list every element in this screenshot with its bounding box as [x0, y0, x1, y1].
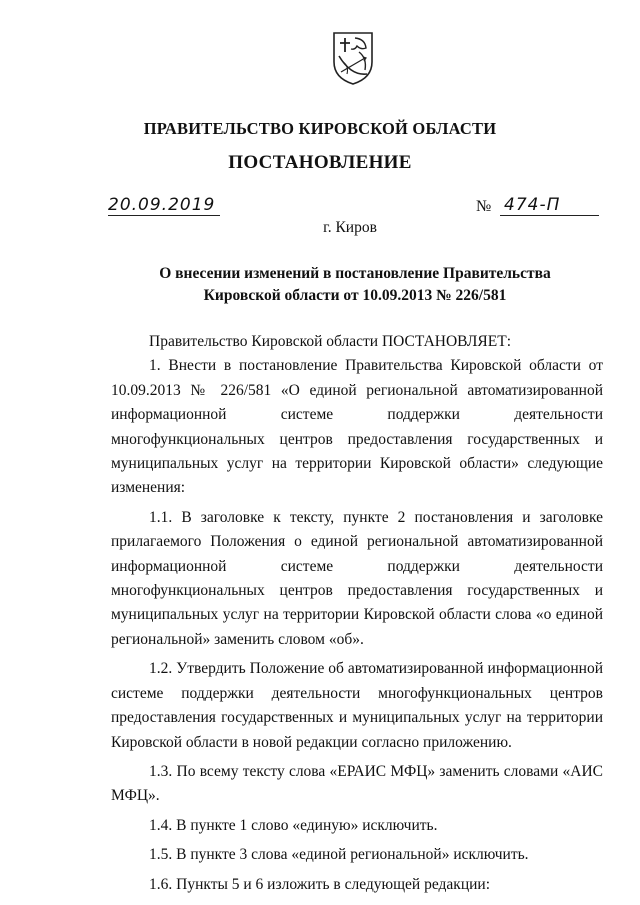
- paragraph-1-6: 1.6. Пункты 5 и 6 изложить в следующей редакции:: [149, 875, 491, 893]
- city: г. Киров: [323, 219, 377, 236]
- decree-subject: [140, 263, 570, 307]
- coat-of-arms-icon: [331, 30, 375, 86]
- paragraph-1: 1. Внести в постановление Правительства Кировской области от 10.09.2013 № 226/581 «О единой региональной автоматизированной информационной системе поддержки деятельности многофункциональных центров предоставления государственных и муниципальных услуг на территории Кировской области» следующие изменения:: [111, 357, 603, 497]
- document-type: ПОСТАНОВЛЕНИЕ: [228, 152, 412, 173]
- date-handwritten: 20.09.2019: [108, 195, 220, 216]
- paragraph-preamble: Правительство Кировской области ПОСТАНОВЛЯЕТ:: [149, 333, 512, 350]
- subject-line-2: Кировской области от 10.09.2013 № 226/581: [203, 287, 507, 304]
- number-sign: №: [476, 198, 492, 215]
- government-name: ПРАВИТЕЛЬСТВО КИРОВСКОЙ ОБЛАСТИ: [143, 119, 497, 138]
- subject-line-1: О внесении изменений в постановление Правительства: [159, 265, 551, 282]
- paragraph-1-2: 1.2. Утвердить Положение об автоматизированной информационной системе поддержки деятельности многофункциональных центров предоставления государственных и муниципальных услуг на территории Кировской области в новой редакции согласно приложению.: [111, 660, 603, 751]
- paragraph-1-1: 1.1. В заголовке к тексту, пункте 2 постановления и заголовке прилагаемого Положения о единой региональной автоматизированной информационной системе поддержки деятельности многофункциональных центров предоставления государственных и муниципальных услуг на территории Кировской области слова «о единой региональной» заменить словом «об».: [111, 508, 603, 648]
- number-handwritten: 474-П: [500, 195, 599, 216]
- paragraph-1-3: 1.3. По всему тексту слова «ЕРАИС МФЦ» заменить словами «АИС МФЦ».: [111, 762, 603, 805]
- paragraph-1-4: 1.4. В пункте 1 слово «единую» исключить.: [149, 816, 438, 834]
- paragraph-1-5: 1.5. В пункте 3 слова «единой региональной» исключить.: [149, 846, 529, 864]
- decree-body: [111, 330, 603, 897]
